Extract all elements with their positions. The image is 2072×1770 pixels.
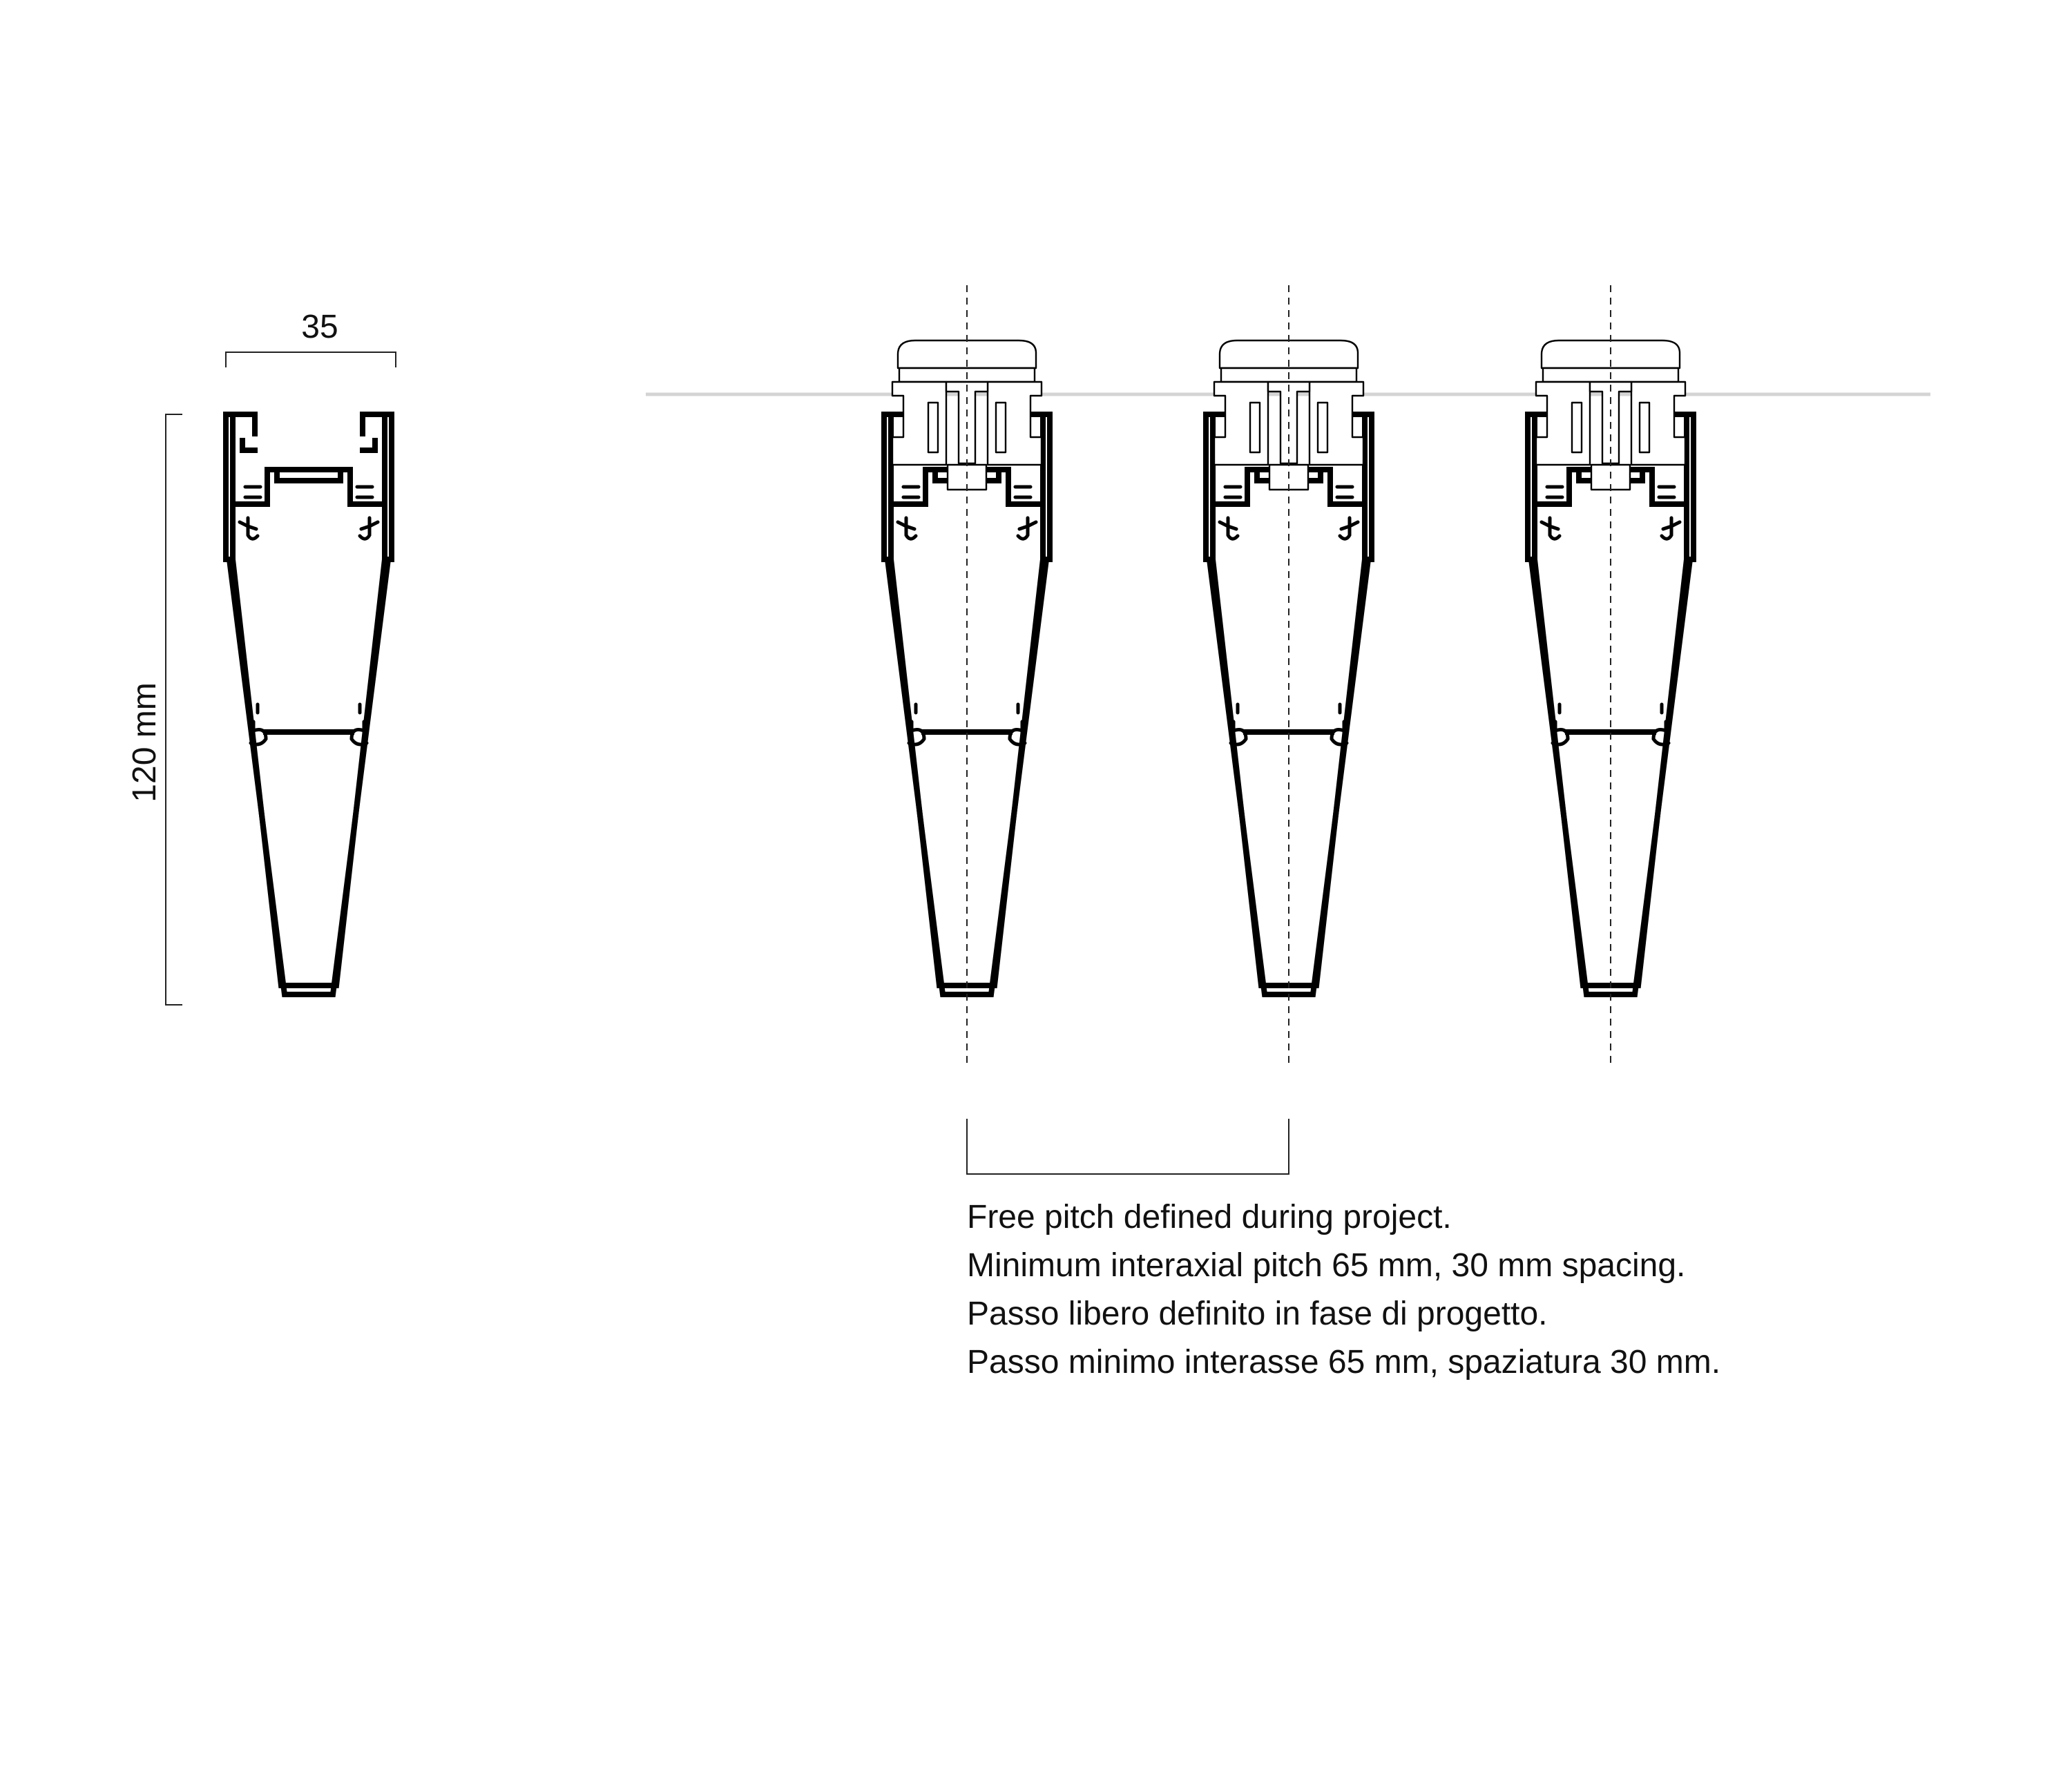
width-dimension-label: 35 [301,309,338,345]
height-dimension-label: 120 mm [126,682,163,802]
pitch-notes [967,1193,1720,1387]
note-line: Passo libero definito in fase di progetto. [967,1296,1548,1332]
note-line: Free pitch defined during project. [967,1199,1452,1235]
height-dimension-line [166,414,182,1005]
pitch-dimension-bracket [967,1119,1289,1174]
note-line: Minimum interaxial pitch 65 mm, 30 mm spacing. [967,1247,1686,1284]
note-line: Passo minimo interasse 65 mm, spaziatura 30 mm. [967,1344,1721,1381]
width-dimension-line [226,352,396,367]
profile-dimensioned [226,414,392,994]
